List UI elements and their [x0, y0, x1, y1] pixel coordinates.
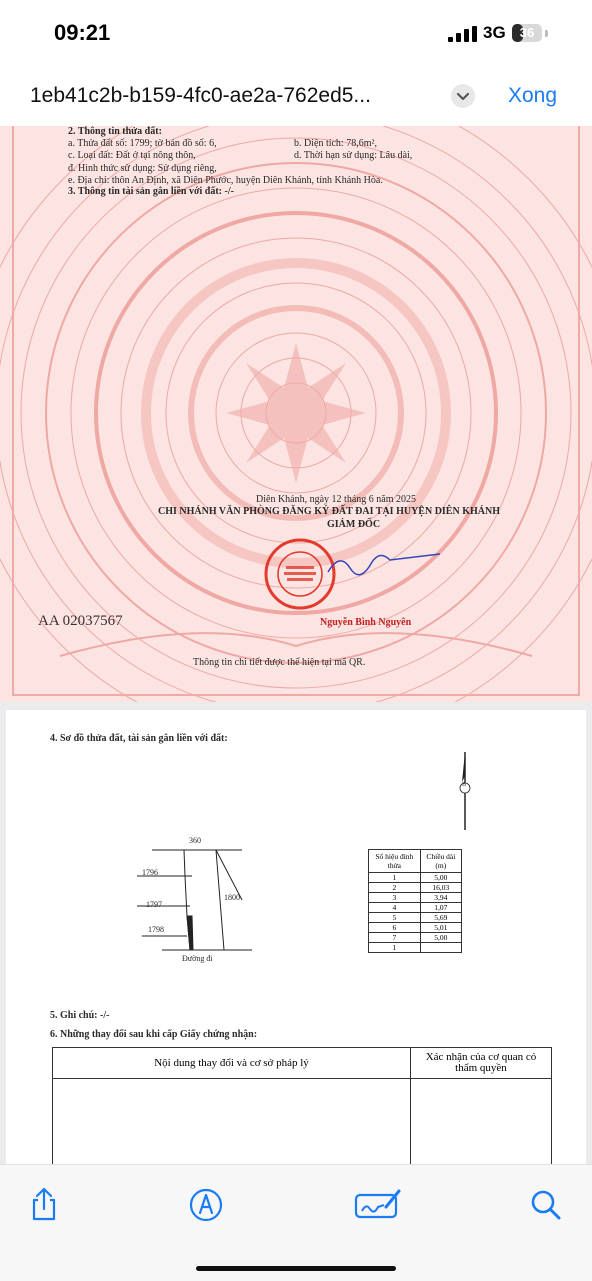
section5-title: 5. Ghi chú: -/-: [50, 1010, 110, 1021]
table-row: [369, 883, 462, 893]
vertex-column-header: Số hiệu đỉnh thửa: [369, 850, 421, 873]
chevron-down-icon: [451, 84, 475, 108]
land-type-line: c. Loại đất: Đất ở tại nông thôn,: [68, 150, 196, 161]
certificate-serial: AA 02037567: [38, 613, 123, 629]
length-cell: [420, 943, 461, 953]
signer-name: Nguyễn Bình Nguyên: [320, 617, 412, 628]
north-label: B: [462, 782, 467, 788]
markup-icon: [186, 1185, 226, 1225]
signature-button[interactable]: [354, 1185, 402, 1225]
bottom-toolbar: [0, 1164, 592, 1281]
done-button[interactable]: Xong: [508, 84, 558, 107]
cellular-signal-icon: [448, 26, 478, 42]
length-cell: 5,69: [420, 913, 461, 923]
vertex-cell: 1: [369, 873, 421, 883]
length-cell: 5,01: [420, 923, 461, 933]
map-label-left1: 1796: [142, 868, 158, 877]
document-header: [0, 64, 592, 126]
change-content-cell: [53, 1079, 411, 1165]
map-label-top: 360: [189, 836, 201, 845]
share-button[interactable]: [24, 1185, 64, 1225]
signature-scribble-icon: [320, 542, 450, 582]
change-content-header: Nội dung thay đổi và cơ sở pháp lý: [53, 1048, 411, 1079]
certificate-page: [0, 126, 592, 702]
vertex-cell: 6: [369, 923, 421, 933]
signature-icon: [354, 1185, 402, 1225]
authority-confirmation-header: Xác nhận của cơ quan có thẩm quyền: [411, 1048, 552, 1079]
area-line: b. Diện tích: 78,6m²,: [294, 138, 377, 149]
section4-title: 4. Sơ đồ thửa đất, tài sản gắn liền với đất:: [50, 733, 228, 744]
battery-icon: [512, 24, 542, 42]
table-row: [369, 913, 462, 923]
search-icon: [526, 1185, 566, 1225]
usage-form-line: đ. Hình thức sử dụng: Sử dụng riêng,: [68, 163, 217, 174]
edge-lengths-table: [368, 849, 462, 953]
qr-note: Thông tin chi tiết được thể hiện tại mã QR.: [193, 657, 366, 668]
table-row: [369, 923, 462, 933]
home-indicator[interactable]: [196, 1266, 396, 1271]
markup-button[interactable]: [186, 1185, 226, 1225]
table-row: [369, 933, 462, 943]
map-label-road: Đường đi: [182, 954, 213, 963]
document-filename[interactable]: 1eb41c2b-b159-4fc0-ae2a-762ed5...: [30, 84, 371, 107]
length-cell: 3,94: [420, 893, 461, 903]
section2-title: 2. Thông tin thửa đất:: [68, 126, 162, 137]
vertex-cell: 7: [369, 933, 421, 943]
document-viewer[interactable]: [0, 126, 592, 1164]
status-time: 09:21: [54, 20, 111, 45]
length-column-header: Chiều dài (m): [420, 850, 461, 873]
north-arrow-icon: [452, 752, 482, 832]
length-cell: 1,07: [420, 903, 461, 913]
length-cell: 5,00: [420, 933, 461, 943]
vertex-cell: 4: [369, 903, 421, 913]
section6-title: 6. Những thay đổi sau khi cấp Giấy chứng nhận:: [50, 1029, 258, 1040]
table-row: [369, 943, 462, 953]
status-bar: [0, 0, 592, 64]
table-row: [369, 903, 462, 913]
plot-sketch: [132, 836, 382, 966]
issuing-office: CHI NHÁNH VĂN PHÒNG ĐĂNG KÝ ĐẤT ĐAI TẠI HUYỆN DIÊN KHÁNH: [158, 506, 500, 517]
plot-diagram-page: [6, 710, 586, 1164]
map-label-left3: 1798: [148, 925, 164, 934]
section3-title: 3. Thông tin tài sản gắn liền với đất: -/-: [68, 186, 234, 197]
land-plot-line: a. Thửa đất số: 1799; tờ bản đồ số: 6,: [68, 138, 217, 149]
search-button[interactable]: [526, 1185, 566, 1225]
map-label-right: 1800: [224, 893, 240, 902]
battery-percent: 36: [519, 25, 535, 40]
vertex-cell: 2: [369, 883, 421, 893]
vertex-cell: 5: [369, 913, 421, 923]
table-row: [369, 893, 462, 903]
share-icon: [24, 1185, 64, 1225]
length-cell: 5,00: [420, 873, 461, 883]
authority-confirmation-cell: [411, 1079, 552, 1165]
director-title: GIÁM ĐỐC: [327, 519, 381, 530]
address-line: e. Địa chỉ: thôn An Định, xã Diên Phước, huyện Diên Khánh, tỉnh Khánh Hòa.: [68, 175, 383, 186]
changes-table: [52, 1047, 552, 1164]
network-type: 3G: [483, 23, 506, 42]
map-label-left2: 1797: [146, 900, 162, 909]
vertex-cell: 1: [369, 943, 421, 953]
filename-menu-button[interactable]: [451, 84, 475, 108]
length-cell: 16,03: [420, 883, 461, 893]
battery-tip: [545, 30, 548, 37]
table-row: [369, 873, 462, 883]
place-date: Diên Khánh, ngày 12 tháng 6 năm 2025: [256, 494, 416, 505]
vertex-cell: 3: [369, 893, 421, 903]
term-line: d. Thời hạn sử dụng: Lâu dài,: [294, 150, 413, 161]
